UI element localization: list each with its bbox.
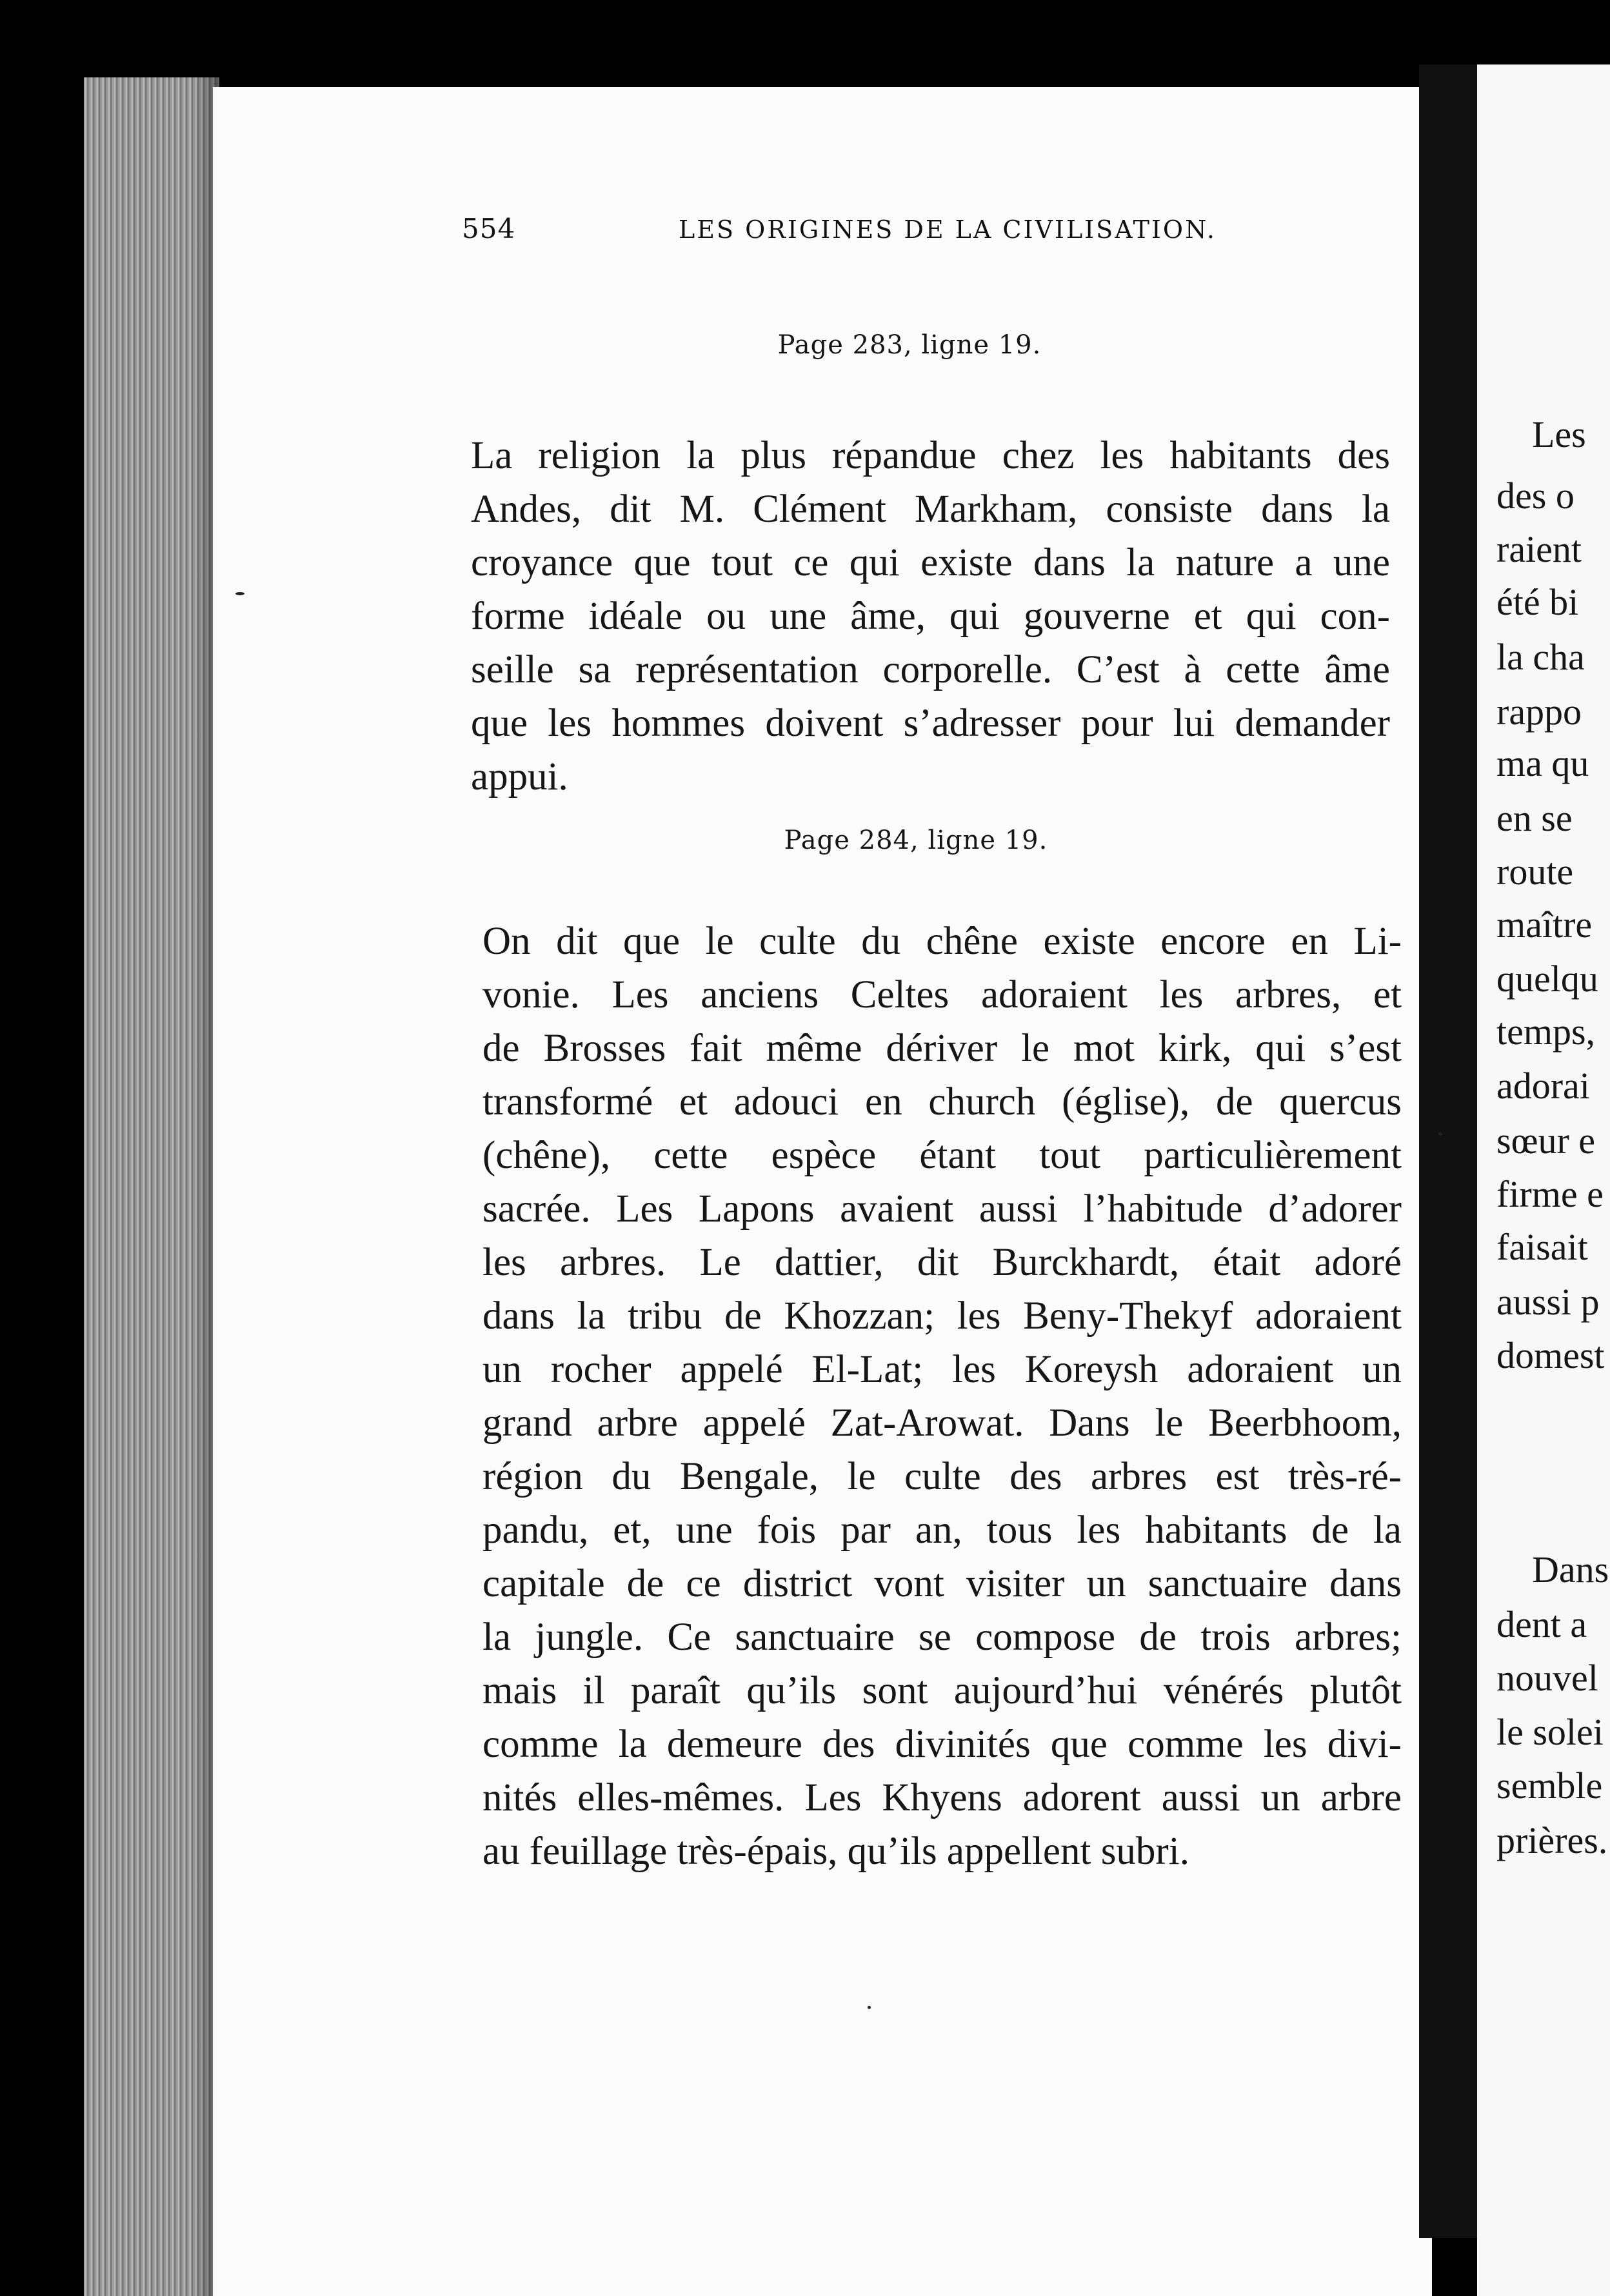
text-line: les arbres. Le dattier, dit Burckhardt, était adoré: [482, 1241, 1402, 1284]
facing-line: le solei: [1496, 1711, 1604, 1753]
text-line: dans la tribu de Khozzan; les Beny-Thekyf adoraient: [482, 1294, 1402, 1338]
facing-line: rappo: [1496, 691, 1582, 733]
section-caption-2: Page 284, ligne 19.: [784, 826, 1048, 855]
facing-line: raient: [1496, 528, 1582, 570]
facing-line: dent a: [1496, 1603, 1587, 1645]
text-line: de Brosses fait même dériver le mot kirk, qui s’est: [482, 1027, 1402, 1070]
text-line: nités elles-mêmes. Les Khyens adorent aussi un arbre: [482, 1776, 1402, 1819]
facing-line: route: [1496, 851, 1574, 893]
facing-line: sœur e: [1496, 1120, 1596, 1162]
running-head: [462, 213, 1217, 244]
text-line: capitale de ce district vont visiter un sanctuaire dans: [482, 1562, 1402, 1605]
facing-line: Les: [1532, 413, 1586, 455]
text-line: seille sa représentation corporelle. C’est à cette âme: [471, 648, 1390, 691]
text-line: forme idéale ou une âme, qui gouverne et qui con-: [471, 595, 1390, 638]
text-line: grand arbre appelé Zat-Arowat. Dans le Beerbhoom,: [482, 1401, 1402, 1445]
scan-speck: [1438, 1132, 1442, 1136]
facing-line: ma qu: [1496, 742, 1589, 784]
text-line: pandu, et, une fois par an, tous les habitants de la: [482, 1509, 1402, 1552]
text-line: vonie. Les anciens Celtes adoraient les arbres, et: [482, 973, 1402, 1016]
text-line: mais il paraît qu’ils sont aujourd’hui vénérés plutôt: [482, 1669, 1402, 1712]
text-line: Andes, dit M. Clément Markham, consiste dans la: [471, 488, 1390, 531]
facing-line: en se: [1496, 797, 1573, 839]
facing-line: semble: [1496, 1765, 1603, 1806]
paragraph-1: [471, 429, 1390, 804]
facing-line: quelqu: [1496, 958, 1598, 1000]
page-number: 554: [462, 213, 516, 244]
facing-line: adorai: [1496, 1065, 1590, 1107]
text-line: un rocher appelé El-Lat; les Koreysh adoraient un: [482, 1348, 1402, 1391]
facing-line: des o: [1496, 475, 1575, 517]
paragraph-2: [482, 915, 1402, 1878]
facing-line: faisait: [1496, 1226, 1588, 1268]
text-line: la jungle. Ce sanctuaire se compose de trois arbres;: [482, 1616, 1402, 1659]
text-line: La religion la plus répandue chez les habitants des: [471, 434, 1390, 477]
facing-line: temps,: [1496, 1011, 1596, 1053]
facing-line: firme e: [1496, 1173, 1604, 1215]
facing-line: aussi p: [1496, 1281, 1600, 1323]
text-line: transformé et adouci en church (église), de quercus: [482, 1080, 1402, 1123]
section-caption-1: Page 283, ligne 19.: [777, 330, 1042, 360]
scan-speck: [868, 2006, 871, 2009]
text-line: appui.: [471, 755, 568, 798]
facing-line: prières.: [1496, 1819, 1608, 1861]
text-line: croyance que tout ce qui existe dans la nature a une: [471, 541, 1390, 584]
text-line: On dit que le culte du chêne existe encore en Li-: [482, 920, 1402, 963]
facing-line: été bi: [1496, 581, 1579, 623]
text-line: sacrée. Les Lapons avaient aussi l’habitude d’adorer: [482, 1187, 1402, 1231]
scan-speck: [235, 592, 244, 595]
facing-line: Dans: [1532, 1549, 1609, 1590]
text-line: au feuillage très-épais, qu’ils appellent subri.: [482, 1830, 1189, 1873]
text-line: (chêne), cette espèce étant tout particulièrement: [482, 1134, 1402, 1177]
facing-line: la cha: [1496, 636, 1585, 678]
running-title: LES ORIGINES DE LA CIVILISATION.: [679, 215, 1217, 244]
text-line: que les hommes doivent s’adresser pour lui demander: [471, 702, 1390, 745]
text-line: région du Bengale, le culte des arbres est très-ré-: [482, 1455, 1402, 1498]
facing-line: nouvel: [1496, 1657, 1598, 1699]
facing-line: domest: [1496, 1334, 1605, 1376]
facing-line: maître: [1496, 904, 1593, 945]
text-line: comme la demeure des divinités que comme les divi-: [482, 1723, 1402, 1766]
